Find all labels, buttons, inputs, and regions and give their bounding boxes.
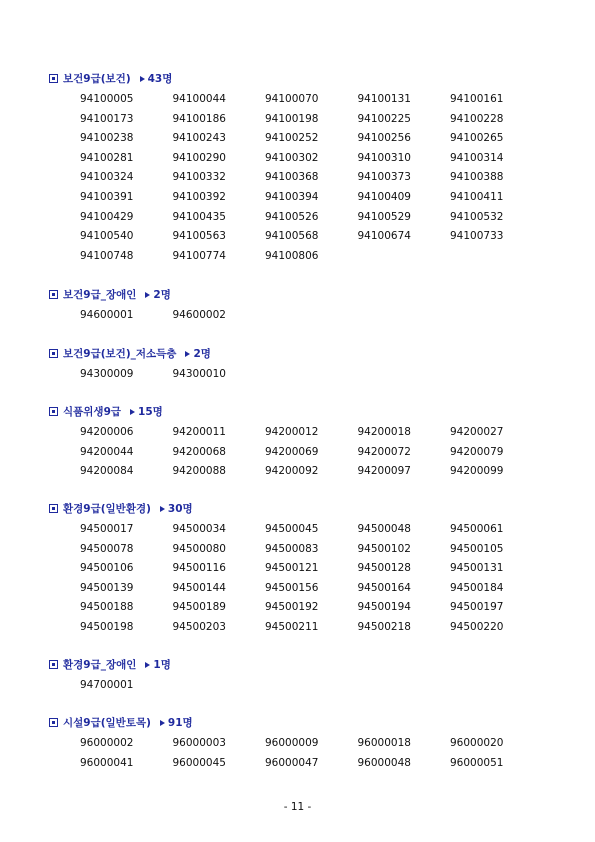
registration-number: 94100529 — [357, 210, 411, 223]
section-count: 15명 — [138, 406, 163, 418]
number-grid — [80, 365, 569, 385]
registration-number: 94200012 — [265, 426, 319, 438]
registration-number: 94500083 — [265, 542, 319, 555]
number-grid — [80, 676, 569, 696]
registration-number: 96000002 — [80, 737, 134, 749]
registration-number: 94100324 — [80, 171, 134, 184]
registration-number: 96000003 — [172, 737, 226, 749]
registration-number: 94300009 — [80, 368, 134, 380]
registration-number: 94500131 — [450, 562, 504, 575]
section-header — [49, 285, 569, 305]
registration-number: 94200092 — [265, 465, 319, 478]
triangle-arrow-icon — [160, 506, 165, 512]
registration-number: 94100733 — [450, 230, 504, 243]
registration-number: 94500198 — [80, 620, 134, 633]
registration-number: 94100161 — [450, 93, 504, 105]
registration-number: 94600002 — [172, 309, 226, 321]
registration-number: 94500194 — [357, 601, 411, 614]
section-title: 보건9급(보건)_저소득층 — [63, 348, 177, 360]
registration-number: 94500156 — [265, 581, 319, 594]
registration-number: 94500218 — [357, 620, 411, 633]
registration-number: 94100568 — [265, 230, 319, 243]
registration-number: 94100044 — [172, 93, 226, 105]
registration-number: 94500139 — [80, 581, 134, 594]
registration-number: 94500184 — [450, 581, 504, 594]
registration-number: 94200011 — [172, 426, 226, 438]
registration-number: 94500121 — [265, 562, 319, 575]
registration-number: 94500106 — [80, 562, 134, 575]
registration-number: 94500188 — [80, 601, 134, 614]
square-bullet-icon — [49, 290, 58, 299]
triangle-arrow-icon — [130, 409, 135, 415]
number-grid — [80, 306, 569, 326]
registration-number: 94500192 — [265, 601, 319, 614]
section-count: 91명 — [167, 717, 193, 729]
triangle-arrow-icon — [145, 662, 150, 668]
registration-number: 94100806 — [265, 249, 319, 262]
registration-number: 94200006 — [80, 426, 134, 438]
registration-number: 94500061 — [450, 523, 504, 535]
registration-number: 94200088 — [172, 465, 226, 478]
registration-number: 94100532 — [450, 210, 504, 223]
registration-number: 94500078 — [80, 542, 134, 555]
registration-number: 94100310 — [357, 151, 411, 164]
registration-number: 94100774 — [172, 249, 226, 262]
registration-number: 96000020 — [450, 737, 504, 749]
section-title: 환경9급_장애인 — [63, 659, 137, 671]
registration-number: 94100391 — [80, 190, 134, 203]
registration-number: 94100748 — [80, 249, 134, 262]
registration-number: 94700001 — [80, 679, 134, 691]
section-count: 1명 — [153, 659, 171, 671]
registration-number: 94200079 — [450, 445, 504, 458]
section-title: 식품위생9급 — [63, 406, 122, 418]
registration-number: 94100540 — [80, 230, 134, 243]
registration-number: 94200068 — [172, 445, 226, 458]
section-health-low-income — [49, 344, 569, 385]
registration-number: 94500211 — [265, 620, 319, 633]
registration-number: 94100238 — [80, 132, 134, 145]
registration-number: 94100388 — [450, 171, 504, 184]
registration-number: 94500128 — [357, 562, 411, 575]
registration-number: 94200099 — [450, 465, 504, 478]
registration-number: 94100173 — [80, 112, 134, 125]
section-environment-general — [49, 499, 569, 638]
registration-number: 94100005 — [80, 93, 134, 105]
registration-number: 94100435 — [172, 210, 226, 223]
section-title: 시설9급(일반토목) — [63, 717, 151, 729]
registration-number: 94500048 — [357, 523, 411, 535]
registration-number: 94100373 — [357, 171, 411, 184]
page-number: - 11 - — [283, 801, 312, 813]
triangle-arrow-icon — [185, 351, 190, 357]
registration-number: 94500164 — [357, 581, 411, 594]
registration-number: 94500116 — [172, 562, 226, 575]
registration-number: 94100290 — [172, 151, 226, 164]
registration-number: 94500080 — [172, 542, 226, 555]
registration-number: 94100368 — [265, 171, 319, 184]
registration-number: 96000045 — [172, 756, 226, 769]
registration-number: 94100070 — [265, 93, 319, 105]
section-count: 2명 — [193, 348, 211, 360]
square-bullet-icon — [49, 660, 58, 669]
section-health-disabled — [49, 285, 569, 326]
registration-number: 94300010 — [172, 368, 226, 380]
registration-number: 96000047 — [265, 756, 319, 769]
registration-number: 94100252 — [265, 132, 319, 145]
square-bullet-icon — [49, 74, 58, 83]
triangle-arrow-icon — [160, 720, 165, 726]
triangle-arrow-icon — [140, 76, 145, 82]
registration-number: 96000048 — [357, 756, 411, 769]
registration-number: 94500105 — [450, 542, 504, 555]
registration-number: 96000041 — [80, 756, 134, 769]
section-title: 보건9급_장애인 — [63, 289, 137, 301]
registration-number: 94500189 — [172, 601, 226, 614]
number-grid — [80, 423, 569, 482]
section-count: 2명 — [153, 289, 171, 301]
number-grid — [80, 734, 569, 773]
registration-number: 94600001 — [80, 309, 134, 321]
registration-number: 94500197 — [450, 601, 504, 614]
registration-number: 94100394 — [265, 190, 319, 203]
registration-number: 94500144 — [172, 581, 226, 594]
registration-number: 94500017 — [80, 523, 134, 535]
registration-number: 94100332 — [172, 171, 226, 184]
registration-number: 94100281 — [80, 151, 134, 164]
section-count: 43명 — [147, 73, 173, 85]
registration-number: 94500220 — [450, 620, 504, 633]
registration-number: 94100392 — [172, 190, 226, 203]
registration-number: 94100243 — [172, 132, 226, 145]
section-header — [49, 713, 569, 733]
number-grid — [80, 520, 569, 638]
registration-number: 94500034 — [172, 523, 226, 535]
registration-number: 94100411 — [450, 190, 504, 203]
registration-number: 94100429 — [80, 210, 134, 223]
registration-number: 94500203 — [172, 620, 226, 633]
registration-number: 94100198 — [265, 112, 319, 125]
registration-number: 96000051 — [450, 756, 504, 769]
registration-number: 96000009 — [265, 737, 319, 749]
registration-number: 94200097 — [357, 465, 411, 478]
section-title: 환경9급(일반환경) — [63, 503, 151, 515]
registration-number: 94100228 — [450, 112, 504, 125]
section-facility-civil — [49, 713, 569, 773]
registration-number: 94100674 — [357, 230, 411, 243]
registration-number: 94200027 — [450, 426, 504, 438]
registration-number: 94200084 — [80, 465, 134, 478]
registration-number: 94100186 — [172, 112, 226, 125]
registration-number: 94100314 — [450, 151, 504, 164]
registration-number: 94100131 — [357, 93, 411, 105]
registration-number: 94500102 — [357, 542, 411, 555]
section-health-general — [49, 69, 569, 266]
section-title: 보건9급(보건) — [63, 73, 131, 85]
square-bullet-icon — [49, 718, 58, 727]
number-grid — [80, 90, 569, 266]
section-header — [49, 655, 569, 675]
registration-number: 94200069 — [265, 445, 319, 458]
registration-number: 94100409 — [357, 190, 411, 203]
section-environment-disabled — [49, 655, 569, 696]
section-header — [49, 69, 569, 89]
registration-number: 94100302 — [265, 151, 319, 164]
square-bullet-icon — [49, 407, 58, 416]
registration-number: 94100225 — [357, 112, 411, 125]
registration-number: 94100256 — [357, 132, 411, 145]
registration-number: 94100526 — [265, 210, 319, 223]
section-count: 30명 — [167, 503, 193, 515]
section-header — [49, 402, 569, 422]
registration-number: 96000018 — [357, 737, 411, 749]
registration-number: 94200072 — [357, 445, 411, 458]
square-bullet-icon — [49, 349, 58, 358]
registration-number: 94500045 — [265, 523, 319, 535]
triangle-arrow-icon — [145, 292, 150, 298]
section-header — [49, 499, 569, 519]
section-header — [49, 344, 569, 364]
registration-number: 94200044 — [80, 445, 134, 458]
registration-number: 94200018 — [357, 426, 411, 438]
square-bullet-icon — [49, 504, 58, 513]
registration-number: 94100265 — [450, 132, 504, 145]
section-food-hygiene — [49, 402, 569, 482]
registration-number: 94100563 — [172, 230, 226, 243]
